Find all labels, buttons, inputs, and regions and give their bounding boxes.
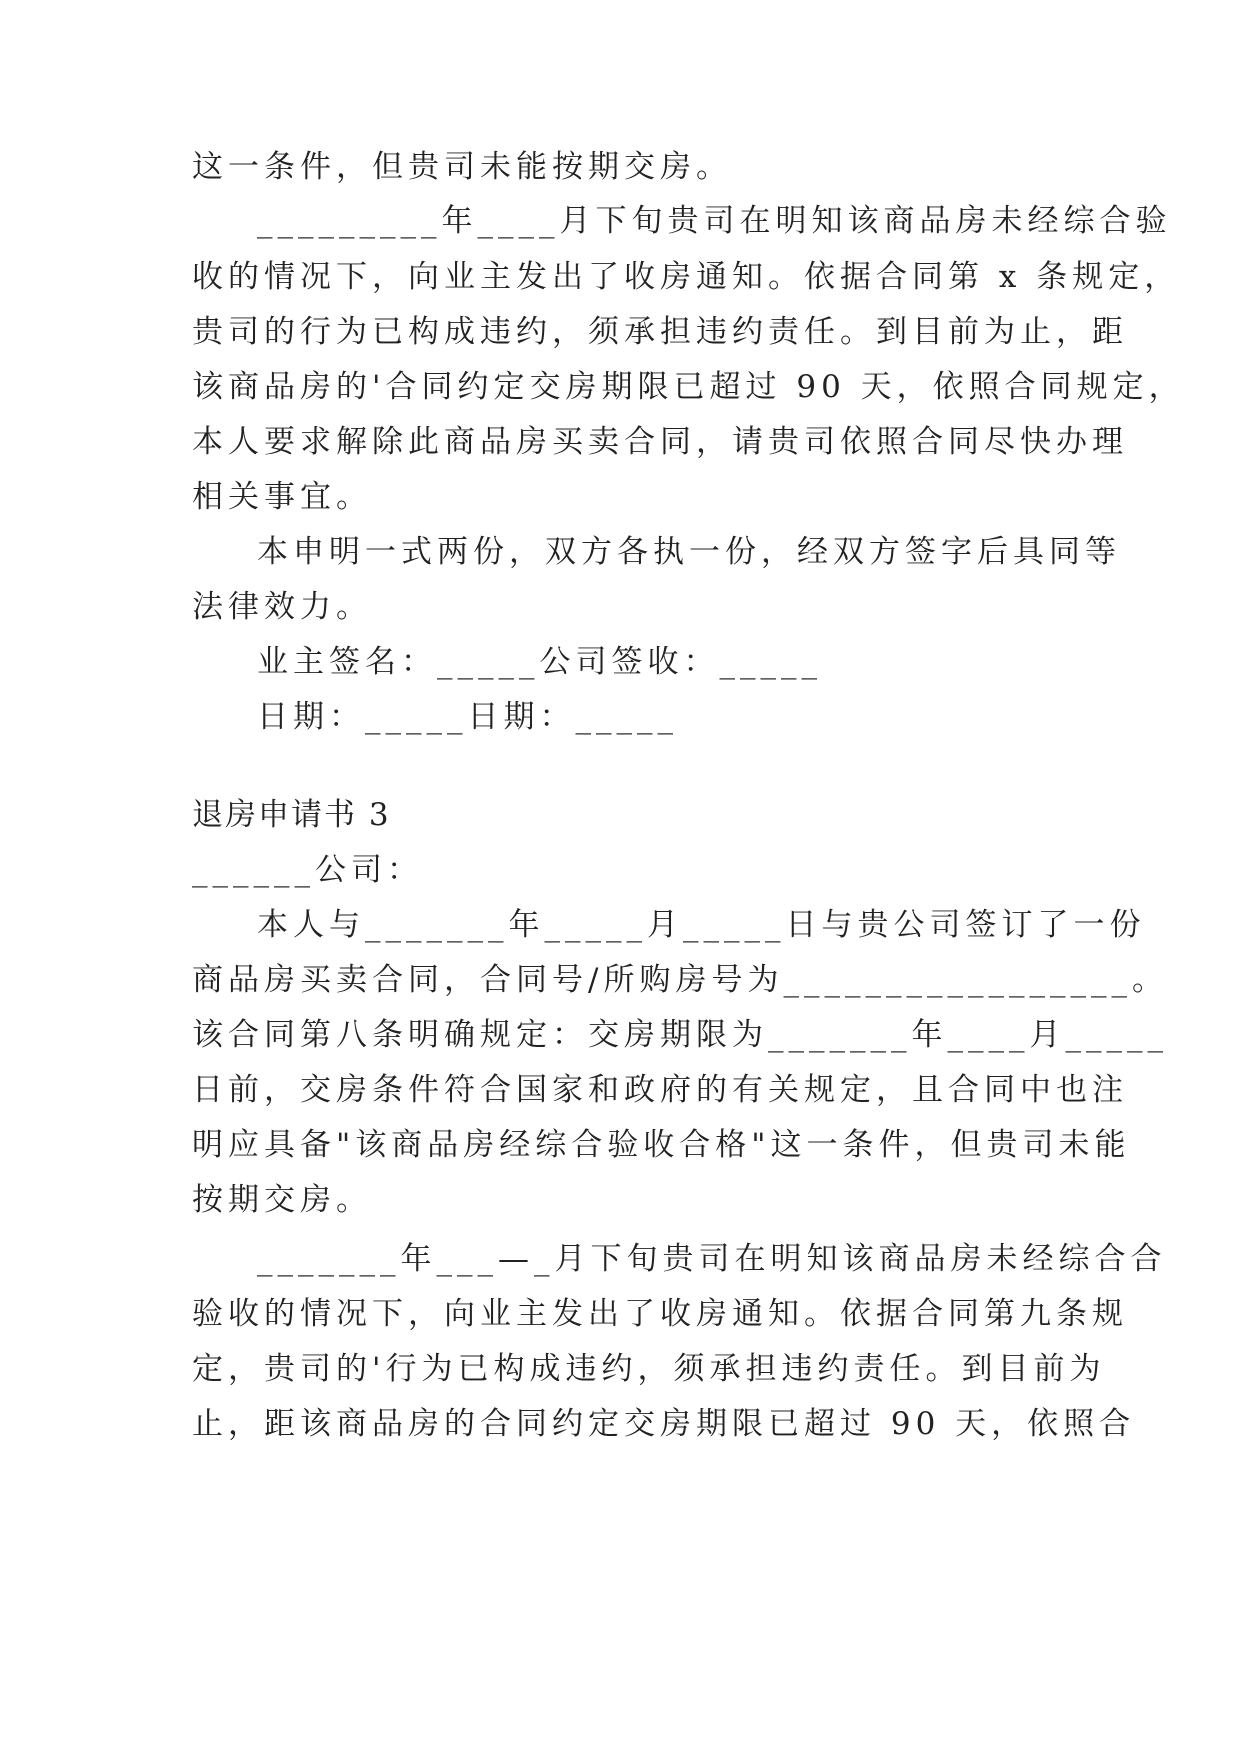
paragraph-line: 明应具备"该商品房经综合验收合格"这一条件，但贵司未能: [192, 1127, 1131, 1163]
paragraph-line: 这一条件，但贵司未能按期交房。: [192, 149, 732, 185]
paragraph-line: _________年____月下旬贵司在明知该商品房未经综合验: [257, 203, 1172, 239]
paragraph-line: 日前，交房条件符合国家和政府的有关规定，且合同中也注: [192, 1072, 1128, 1108]
paragraph-line: 相关事宜。: [192, 479, 372, 515]
paragraph-line: 按期交房。: [192, 1182, 372, 1218]
addressee-line: ______公司：: [192, 852, 423, 888]
section-heading: 退房申请书 3: [192, 797, 391, 833]
paragraph-line: 定，贵司的'行为已构成违约，须承担违约责任。到目前为: [192, 1351, 1106, 1387]
paragraph-line: 商品房买卖合同，合同号/所购房号为_________________。: [192, 962, 1168, 998]
paragraph-line: 收的情况下，向业主发出了收房通知。依据合同第 x 条规定，: [192, 259, 1181, 295]
paragraph-line: _______年___—_月下旬贵司在明知该商品房未经综合合: [257, 1241, 1167, 1277]
owner-signature-line: 业主签名：_____公司签收：_____: [257, 644, 822, 680]
date-line: 日期：_____日期：_____: [257, 699, 678, 735]
paragraph-line: 贵司的行为已构成违约，须承担违约责任。到目前为止，距: [192, 314, 1128, 350]
paragraph-line: 该商品房的'合同约定交房期限已超过 90 天，依照合同规定，: [192, 369, 1185, 405]
paragraph-line: 本人要求解除此商品房买卖合同，请贵司依照合同尽快办理: [192, 424, 1128, 460]
paragraph-line: 验收的情况下，向业主发出了收房通知。依据合同第九条规: [192, 1296, 1128, 1332]
paragraph-line: 本申明一式两份，双方各执一份，经双方签字后具同等: [257, 534, 1121, 570]
paragraph-line: 止，距该商品房的合同约定交房期限已超过 90 天，依照合: [192, 1406, 1136, 1442]
paragraph-line: 本人与_______年_____月_____日与贵公司签订了一份: [257, 907, 1146, 943]
paragraph-line: 法律效力。: [192, 589, 372, 625]
paragraph-line: 该合同第八条明确规定：交房期限为_______年____月_____: [192, 1017, 1168, 1053]
